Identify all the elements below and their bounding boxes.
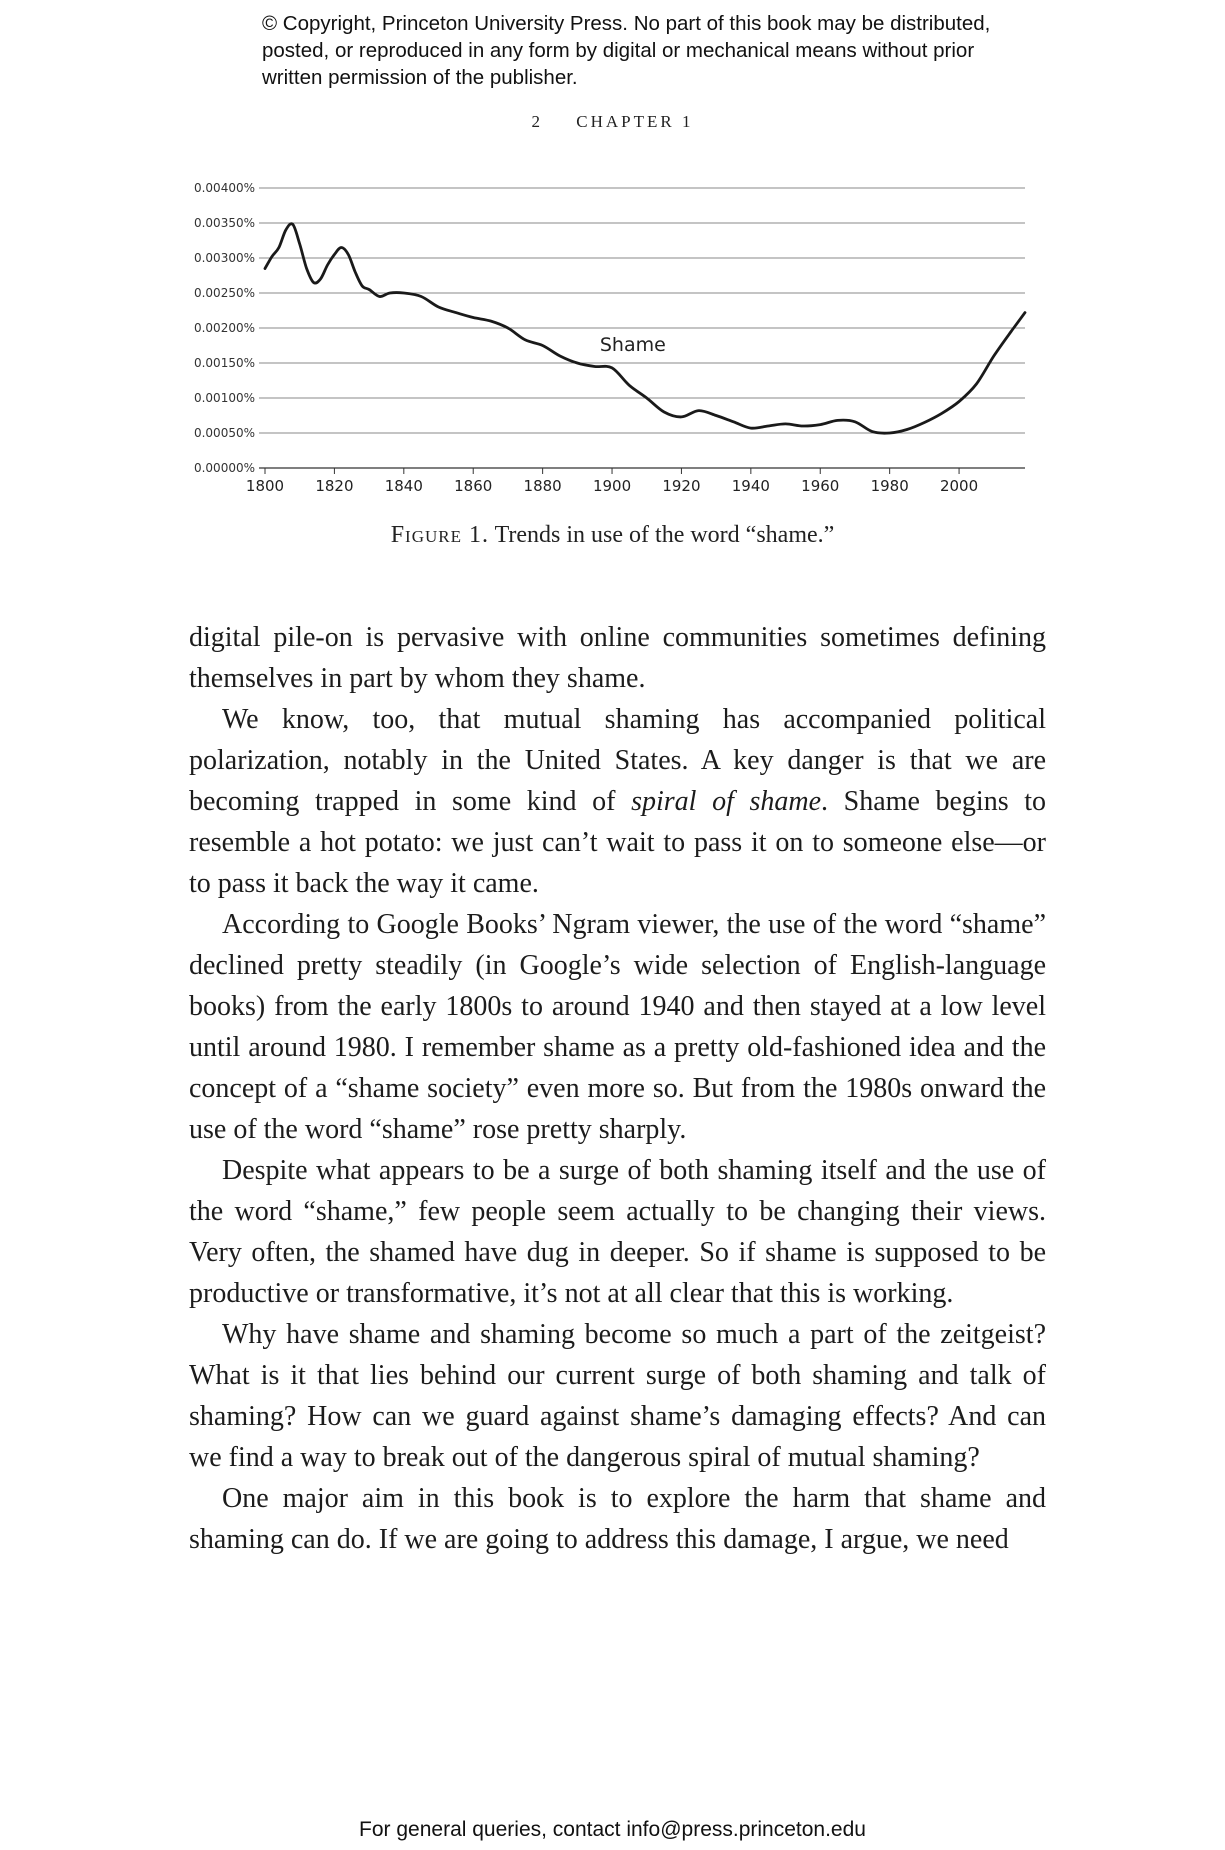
y-tick-label: 0.00200% <box>193 321 255 335</box>
ngram-line-chart <box>150 170 1050 510</box>
y-tick-label: 0.00400% <box>193 181 255 195</box>
y-tick-label: 0.00100% <box>193 391 255 405</box>
figure-caption <box>0 522 1225 549</box>
paragraph-6: One major aim in this book is to explore the harm that shame and shaming can do. If we are going to address this damage, I argue, we need <box>189 1483 1046 1555</box>
y-tick-label: 0.00250% <box>193 286 255 300</box>
x-tick-label: 1920 <box>662 477 701 495</box>
x-tick-label: 2000 <box>939 477 979 495</box>
paragraph-4: Despite what appears to be a surge of both shaming itself and the use of the word “shame,” few people seem actually to be changing their views. Very often, the shamed have dug in deeper. So if shame is supposed to be productive or transformative, it’s not at all clear that this is working. <box>189 1155 1046 1309</box>
x-axis <box>246 468 1025 495</box>
copyright-notice: © Copyright, Princeton University Press. No part of this book may be distributed, posted, or reproduced in any form by digital or mechanical means without prior written permission of the publisher. <box>262 12 991 89</box>
figure-caption-text: Trends in use of the word “shame.” <box>494 522 835 548</box>
y-tick-label: 0.00150% <box>193 356 255 370</box>
running-head <box>0 112 1225 132</box>
y-tick-label: 0.00050% <box>193 426 255 440</box>
chapter-label: CHAPTER 1 <box>576 112 694 131</box>
paragraph-3: According to Google Books’ Ngram viewer, the use of the word “shame” declined pretty steadily (in Google’s wide selection of English-language books) from the early 1800s to around 1940 and then stayed at a low level until around 1980. I remember shame as a pretty old-fashioned idea and the concept of a “shame society” even more so. But from the 1980s onward the use of the word “shame” rose pretty sharply. <box>189 909 1046 1145</box>
x-tick-label: 1820 <box>315 477 354 495</box>
y-tick-label: 0.00350% <box>193 216 255 230</box>
y-tick-label: 0.00300% <box>193 251 255 265</box>
footer-contact: For general queries, contact info@press.princeton.edu <box>359 1818 866 1841</box>
x-tick-label: 1960 <box>801 477 840 495</box>
page-number: 2 <box>531 112 544 131</box>
x-tick-label: 1840 <box>384 477 423 495</box>
paragraph-2-start: We know, too, that mutual shaming has accompanied political polarization, notably in the United States. A key danger is that we are becoming trapped in some kind of <box>189 704 1046 817</box>
series-label-shame: Shame <box>599 334 666 357</box>
x-tick-label: 1900 <box>592 477 632 495</box>
y-tick-label: 0.00000% <box>193 461 255 475</box>
paragraph-2 <box>189 699 1046 904</box>
figure-label: Figure 1. <box>390 522 489 548</box>
paragraph-5: Why have shame and shaming become so much a part of the zeitgeist? What is it that lies behind our current surge of both shaming and talk of shaming? How can we guard against shame’s damaging effects? And can we find a way to break out of the dangerous spiral of mutual shaming? <box>189 1319 1046 1473</box>
body-text <box>189 617 1046 1560</box>
y-axis-tick-labels <box>194 181 255 475</box>
x-tick-label: 1860 <box>454 477 493 495</box>
paragraph-1: digital pile-on is pervasive with online communities sometimes defining themselves in part by whom they shame. <box>189 622 1046 694</box>
x-tick-label: 1940 <box>731 477 770 495</box>
x-tick-label: 1880 <box>523 477 562 495</box>
paragraph-2-emphasis: spiral of shame <box>631 786 822 817</box>
x-tick-label: 1980 <box>870 477 909 495</box>
x-tick-label: 1800 <box>245 477 285 495</box>
paragraph-2-end: . Shame begins to resemble a hot potato: we just can’t wait to pass it on to someone else—or to pass it back the way it came. <box>189 786 1047 899</box>
